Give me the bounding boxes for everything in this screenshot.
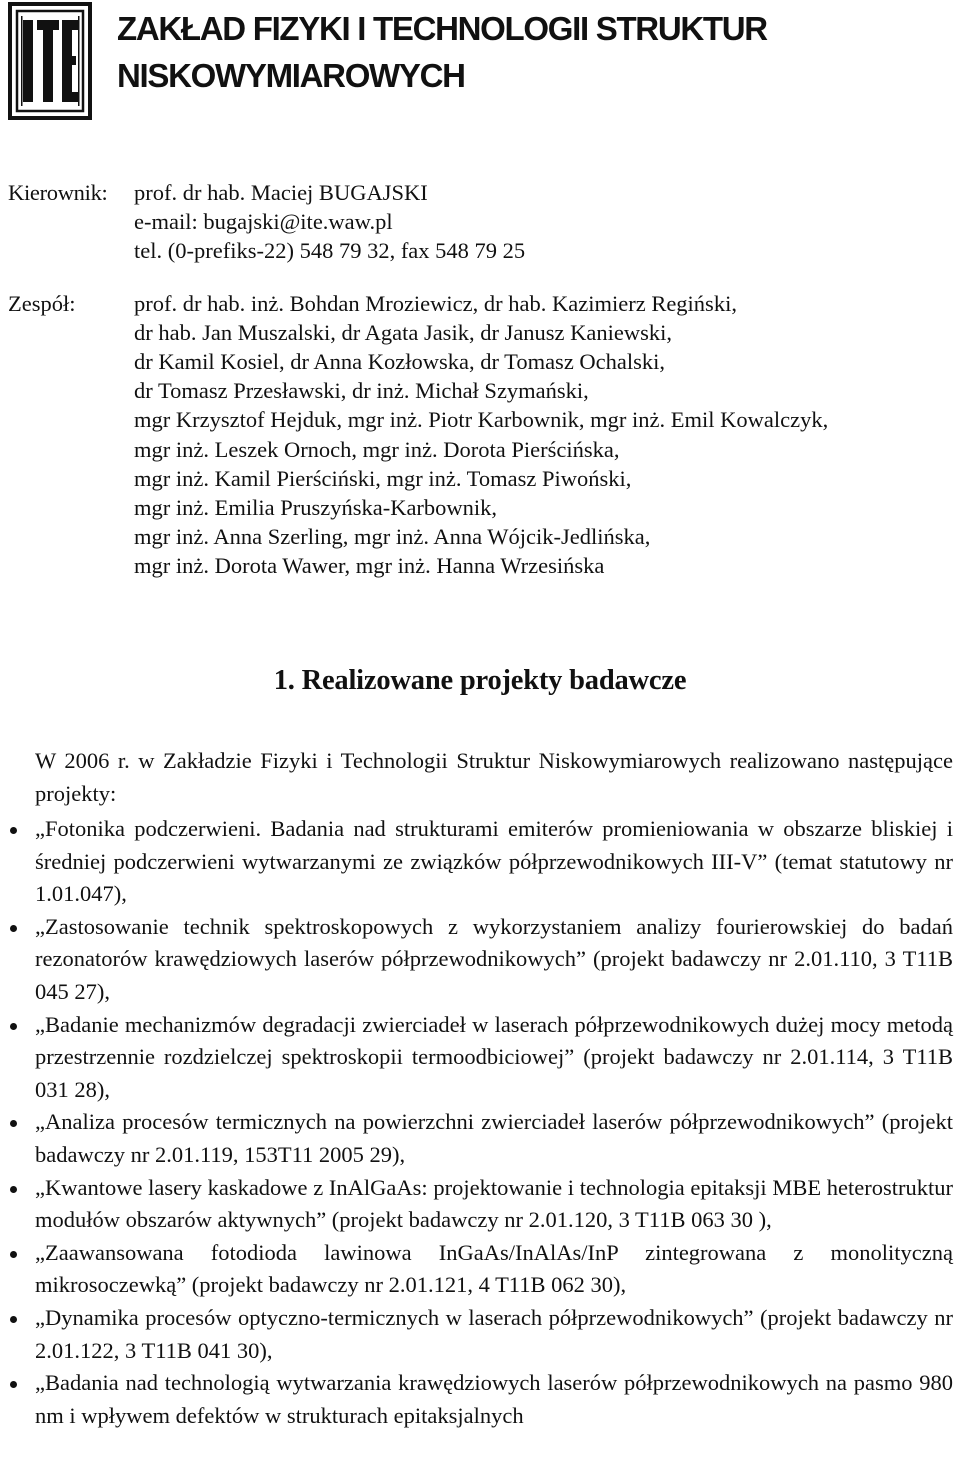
project-text: „Kwantowe lasery kaskadowe z InAlGaAs: projektowanie i technologia epitaksji MBE heterostruktur modułów obszarów aktywnych” (projekt badawczy nr 2.01.120, 3 T11B 063 30 ), (35, 1174, 953, 1233)
list-item (0, 911, 953, 1009)
team-line: mgr inż. Anna Szerling, mgr inż. Anna Wójcik-Jedlińska, (134, 524, 651, 550)
intro-paragraph: W 2006 r. w Zakładzie Fizyki i Technologii Struktur Niskowymiarowych realizowano następujące projekty: (35, 748, 953, 806)
project-text: „Zaawansowana fotodioda lawinowa InGaAs/InAlAs/InP zintegrowana z monolityczną mikrosoczewką” (projekt badawczy nr 2.01.121, 4 T11B 062 30), (35, 1239, 953, 1298)
bullet-icon (10, 1251, 17, 1258)
list-item (0, 1237, 953, 1302)
project-text: „Dynamika procesów optyczno-termicznych w laserach półprzewodnikowych” (projekt badawczy nr 2.01.122, 3 T11B 041 30), (35, 1304, 953, 1363)
team-line: mgr inż. Emilia Pruszyńska-Karbownik, (134, 495, 498, 521)
head-email: e-mail: bugajski@ite.waw.pl (134, 209, 393, 235)
staff-block (8, 178, 953, 581)
bullet-icon (10, 827, 17, 834)
team-line: mgr Krzysztof Hejduk, mgr inż. Piotr Karbownik, mgr inż. Emil Kowalczyk, (134, 407, 829, 433)
project-text: „Fotonika podczerwieni. Badania nad strukturami emiterów promieniowania w obszarze bliskiej i średniej podczerwieni wytwarzanymi ze związków półprzewodnikowych III-V” (temat statutowy nr 1.01.047), (35, 816, 953, 907)
list-item (0, 1009, 953, 1107)
head-row (8, 178, 953, 266)
team-line: mgr inż. Leszek Ornoch, mgr inż. Dorota Pierścińska, (134, 436, 620, 462)
bullet-icon (10, 1316, 17, 1323)
team-line: dr hab. Jan Muszalski, dr Agata Jasik, dr Janusz Kaniewski, (134, 319, 673, 345)
department-title (117, 5, 947, 99)
head-details (134, 178, 953, 266)
team-row (8, 289, 953, 581)
bullet-icon (10, 1023, 17, 1030)
project-text: „Badanie mechanizmów degradacji zwierciadeł w laserach półprzewodnikowych dużej mocy metodą przestrzennie rozdzielczej spektroskopii termoodbiciowej” (projekt badawczy nr 2.01.114, 3 T11B 031 28), (35, 1011, 953, 1102)
list-item (0, 1302, 953, 1367)
department-title-line-2: NISKOWYMIAROWYCH (117, 57, 465, 94)
list-item (0, 1172, 953, 1237)
head-label: Kierownik: (8, 180, 108, 205)
list-item (0, 813, 953, 911)
head-phone: tel. (0-prefiks-22) 548 79 32, fax 548 79 25 (134, 238, 526, 264)
project-text: „Analiza procesów termicznych na powierzchni zwierciadeł laserów półprzewodnikowych” (projekt badawczy nr 2.01.119, 153T11 2005 29), (35, 1109, 953, 1167)
bullet-icon (10, 1120, 17, 1127)
team-label: Zespół: (8, 290, 76, 316)
project-text: „Badania nad technologią wytwarzania krawędziowych laserów półprzewodnikowych na pasmo 980 nm i wpływem defektów w strukturach epitaksjalnych (35, 1370, 953, 1428)
ite-logo (8, 2, 92, 120)
team-line: dr Tomasz Przesławski, dr inż. Michał Szymański, (134, 378, 589, 404)
bullet-icon (10, 1381, 17, 1388)
team-members (134, 289, 953, 581)
team-line: prof. dr hab. inż. Bohdan Mroziewicz, dr hab. Kazimierz Regiński, (134, 290, 737, 316)
head-name: prof. dr hab. Maciej BUGAJSKI (134, 180, 428, 205)
bullet-icon (10, 1186, 17, 1193)
list-item (0, 1106, 953, 1171)
bullet-icon (10, 925, 17, 932)
project-text: „Zastosowanie technik spektroskopowych z wykorzystaniem analizy fourierowskiej do badań rezonatorów krawędziowych laserów półprzewodnikowych” (projekt badawczy nr 2.01.110, 3 T11B 045 27), (35, 913, 953, 1004)
section-title: 1. Realizowane projekty badawcze (273, 665, 687, 696)
project-list (0, 813, 960, 1432)
team-line: mgr inż. Dorota Wawer, mgr inż. Hanna Wrzesińska (134, 553, 605, 579)
team-line: mgr inż. Kamil Pierściński, mgr inż. Tomasz Piwoński, (134, 465, 632, 491)
department-title-line-1: ZAKŁAD FIZYKI I TECHNOLOGII STRUKTUR (117, 10, 767, 47)
list-item (0, 1367, 953, 1432)
team-line: dr Kamil Kosiel, dr Anna Kozłowska, dr Tomasz Ochalski, (134, 349, 666, 375)
